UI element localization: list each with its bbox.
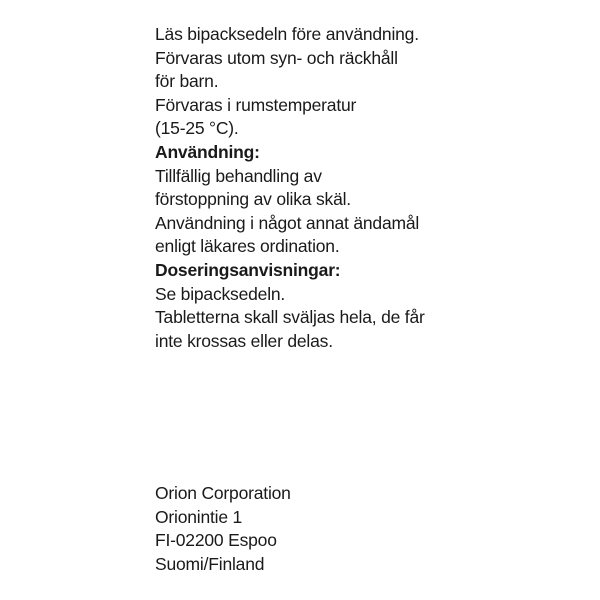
- text-line: Se bipacksedeln.: [155, 283, 286, 304]
- section-heading: Användning:: [155, 141, 260, 162]
- address-line: Suomi/Finland: [155, 553, 265, 574]
- text-line: inte krossas eller delas.: [155, 330, 333, 351]
- text-line: Förvaras i rumstemperatur: [155, 94, 357, 115]
- address-line: FI-02200 Espoo: [155, 530, 277, 551]
- text-line: Tabletterna skall sväljas hela, de får: [155, 307, 425, 328]
- address-line: Orionintie 1: [155, 506, 243, 527]
- text-line: (15-25 °C).: [155, 118, 239, 139]
- section-heading: Doseringsanvisningar:: [155, 259, 341, 280]
- text-line: förstoppning av olika skäl.: [155, 189, 351, 210]
- text-line: enligt läkares ordination.: [155, 236, 340, 257]
- manufacturer-address: [155, 482, 291, 576]
- address-line: Orion Corporation: [155, 483, 291, 503]
- text-line: Läs bipacksedeln före användning.: [155, 24, 419, 44]
- usage-instructions: [155, 23, 425, 353]
- text-line: för barn.: [155, 71, 219, 92]
- text-line: Förvaras utom syn- och räckhåll: [155, 47, 398, 68]
- text-line: Användning i något annat ändamål: [155, 212, 420, 233]
- text-line: Tillfällig behandling av: [155, 165, 322, 186]
